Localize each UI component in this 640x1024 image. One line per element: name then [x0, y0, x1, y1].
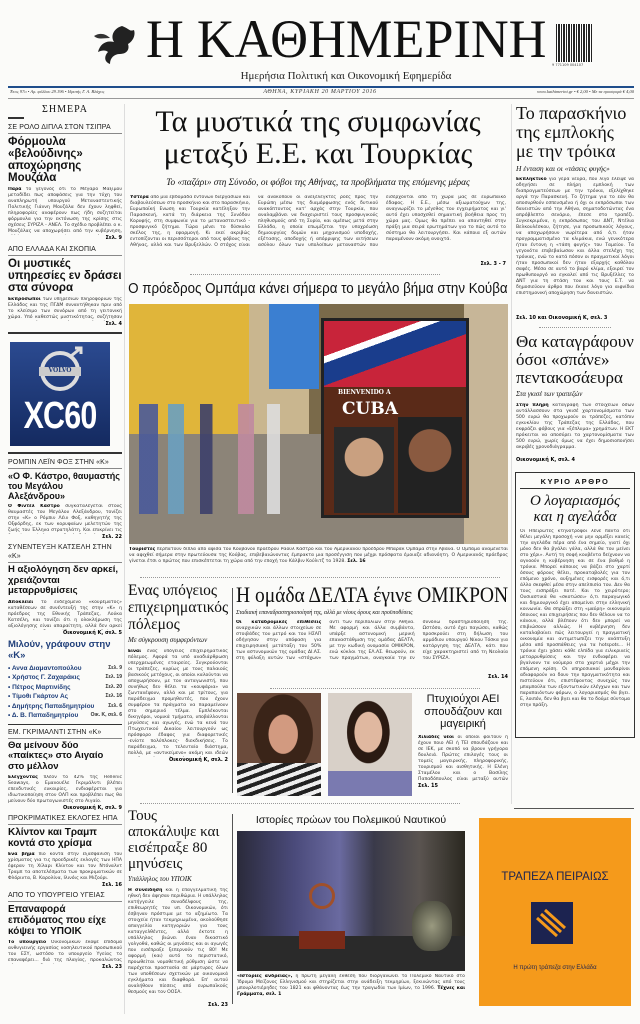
article-troika[interactable]	[515, 104, 635, 322]
subhead: Υπάλληλος του ΥΠΟΙΚ	[128, 875, 192, 883]
divider	[270, 688, 480, 689]
page-ref[interactable]: Σελ. 14	[488, 674, 508, 680]
page-ref[interactable]: Σελ. 22	[102, 534, 122, 540]
divider	[190, 274, 440, 275]
page-ref[interactable]: Οικονομική Κ, σελ. 5	[63, 629, 122, 636]
columnist-item[interactable]	[8, 664, 122, 674]
columnist-item[interactable]	[8, 673, 122, 683]
delta-body: Οι καταδρομικές επιθέσεις αναρχικών και άλλων στοιχείων σε στοιβάδες του μετρό και του ΗΣΑΠ οδήγησαν στην απόφαση για επιχειρησιακή μετάταξη του 50% των αστυνομικών της ομάδας ΔΙ.ΑΣ. στη φύλαξη αυτών των «στόχων» αντί των περιπολιών στην Αθήνα. Με αφορμή και άλλα συμβάντα, υπάρξε αστυνομική μερική επαναστάθμιση της ομάδας ΔΕΛΤΑ, με την κωδική ονομασία ΟΜΙΚΡΟΝ, ενώ κύκλοι της ΕΛ.ΑΣ. θεωρούν, εκ των πραγμάτων, αναγκαία την εν συνόλω δραστηριοποίησή της. Ωστόσο, αυτό έχει παγώσει, καθώς προσκρούει στη δήλωση του αρμόδιου υπουργού Νίκου Τόσκα για κατάργηση της ΔΕΛΤΑ, κάτι που είχε χαρακτηριστεί από τη Νεολαία του ΣΥΡΙΖΑ.	[236, 620, 508, 661]
article-body: Το υπουργείο Οικονομικών έκοψε επίδομα ανθυγιεινής εργασίας νοσηλευτικού προσωπικού του ΕΣΥ, ωστόσο το υπουργείο Υγείας το επαναφέρει... διά της πλαγίας, προκαλώντας	[8, 940, 122, 963]
volvo-model: XC60	[23, 395, 97, 437]
masthead-subtitle: Ημερήσια Πολιτική και Οικονομική Εφημερίδα	[240, 70, 452, 82]
subhead: Η ένταση και οι «τάσεις φυγής»	[516, 164, 610, 173]
article-mouzalas[interactable]	[8, 123, 122, 242]
headline[interactable]: Το παρασκήνιο της εμπλοκής με την τρόικα	[516, 103, 627, 161]
article-body: Εκπληκτικό για γερά νεύρα, που λίγο έλειψε να οδηγήσει σε πλήρη εμπλοκή των διαπραγματεύσεων με την τρόικα, εξελίχθηκε αργά την Παρασκευή. Το ζήτημα για το εάν θα αποσυρθούν εσπευσμένα ή όχι οι εκπρόσωποι των δανειστών από την Αθήνα, σηματοδοτώντας ένα απρόβλεπτο σενάριο, έπεσε στο τραπέζι. Συγκεκριμένα, η εκπρόσωπος του ΔΝΤ, Ντέλια Βελκουλέσκου, ζήτησε, για προσωπικούς λόγους, να αποχωρήσουν νωρίτερα από ό,τι ήταν προγραμματισμένο τα κλιμάκια, ενώ γενικότερα ήταν έντονη η «τάση φυγής» του Ταμείου. Τα γεγονότα επιβεβαίωσαν και άλλα στελέχη της τρόικας, ενώ το κατά πόσον οι πραγματικοί λόγοι ήταν προσωπικοί δεν ήταν εξαρχής καθόλου σαφές. Μέσα σε αυτό το βαρύ κλίμα, εξαιρεί τον πρωθυπουργό να εγκαλεί από τις Βρυξέλλες το ΔΝΤ για τη στάση του και τους Ε.Τ. να δημοσιεύουν άρθρο που έκανε λόγο για αιφνίδια επιστημονική αποχώρηση των δανειστών.	[516, 177, 634, 296]
editorial-box[interactable]	[515, 472, 635, 738]
piraeus-name: ΤΡΑΠΕΖΑ ΠΕΙΡΑΙΩΣ	[501, 871, 609, 883]
columnist-item[interactable]	[8, 702, 122, 712]
page-ref[interactable]: Σελ. 23	[102, 964, 122, 970]
kicker: ΠΡΟΚΡΙΜΑΤΙΚΕΣ ΕΚΛΟΓΕΣ ΗΠΑ	[8, 814, 122, 825]
headline[interactable]: «Ο Φ. Κάστρο, θαυμαστής του Μεγάλου Αλεξάνδρου»	[8, 471, 120, 501]
divider	[8, 332, 122, 334]
flags	[324, 321, 466, 387]
columnist-item[interactable]	[8, 711, 122, 721]
article-allowance[interactable]	[8, 891, 122, 971]
divider	[8, 724, 122, 725]
article-graduates[interactable]	[418, 693, 508, 790]
subhead: Με σύγκρουση συμφερόντων	[128, 636, 208, 644]
headline[interactable]: Επαναφορά επιδόματος που είχε κόψει το ΥΠΟΙΚ	[8, 904, 107, 937]
column-divider	[232, 588, 233, 793]
article-whistleblower[interactable]	[128, 808, 228, 1009]
divider	[140, 803, 460, 804]
piraeus-logo-icon	[531, 902, 573, 944]
obama-headline[interactable]: Ο πρόεδρος Ομπάμα κάνει σήμερα το μεγάλο βήμα στην Κούβα	[128, 281, 508, 297]
headline[interactable]: Ενας υπόγειος επιχειρηματικός πόλεμος	[128, 582, 229, 633]
navy-caption: «Ιστορίες ανδρείας», η πρώτη μεγάλη έκθεση που διοργανώνει το Πολεμικό Ναυτικό στο Ίδρυμα Μείζονος Ελληνισμού και στηρίζεται στην ανάδειξη τεκμηρίων, ξεκινώντας από τους μπουρλοτιέρηδες του 1821 και φθάνοντας έως την τραγωδία των Ιμίων, το 1996. Τέχνες και Γράμματα, σελ. 1	[237, 974, 465, 997]
page-ref[interactable]: Σελ. 23	[208, 1002, 228, 1008]
barcode-number: 9 771109 004107	[552, 63, 584, 67]
divider	[514, 808, 634, 809]
piraeus-ad[interactable]	[479, 818, 631, 1006]
columnist-item[interactable]	[8, 692, 122, 702]
article-castro[interactable]	[8, 458, 122, 541]
headline[interactable]: Ο λογαριασμός και η αγελάδα	[529, 493, 621, 525]
headline[interactable]: Θα μείνουν δύο «παίκτες» στο Αιγαίο στο μέλλον	[8, 739, 104, 772]
page-ref[interactable]: Σελ. 15	[418, 782, 438, 789]
article-500-euro[interactable]	[515, 333, 635, 464]
headline[interactable]: Πτυχιούχοι ΑΕΙ σπουδάζουν και μαγειρική	[424, 693, 502, 730]
ship-wheel	[309, 883, 335, 909]
price-info: www.kathimerini.gr • € 2,00 • Με τα προσφορά € 4,00	[537, 89, 634, 94]
kicker: ΑΠΟ ΤΟ ΥΠΟΥΡΓΕΙΟ ΥΓΕΙΑΣ	[8, 891, 122, 902]
columnist-name: • Αννα Διαμαντοπούλου	[8, 664, 82, 672]
delta-body-wrap	[236, 620, 508, 681]
columnist-page: Σελ. 19	[105, 674, 122, 680]
kicker: ΣΕ ΡΟΛΟ ΔΙΠΛΑ ΣΤΟΝ ΤΣΙΠΡΑ	[8, 123, 122, 134]
lead-subhead: Το «παζάρι» στη Σύνοδο, οι φόβοι της Αθήνας, τα προβλήματα της επόμενης μέρας	[166, 178, 470, 188]
striped-shirt	[237, 763, 321, 796]
editorial-body: Οι Ηπειρώτες κτηνοτρόφοι λένε πάντα ότι θέλει μεγάλη προσοχή «να μην αρμέξει κανείς την αγελάδα πέρα από ένα σημείο, γιατί όχι μόνο δεν θα βγάλει γάλα, αλλά θα του μείνει στο χέρι». Αυτή τη σοφή κουβέντα δείχνουν να αγνοούν η κυβέρνηση και σε ένα βαθμό η τρόικα. Μπορεί κάποιος να βάζει στο χαρτί όσους φόρους θέλει, προκαταβολές για τον επόμενο χρόνο, αυξημένες εισφορές και ό,τι άλλο σκεφθεί μέσα στην απελπισία του. Δεν θα τους εισπράξει ποτέ. Και το χειρότερο; Ουσιαστικά θα «σκοτώσει» ό,τι παραγωγικό και δημιουργικό έχει απομείνει στην ελληνική κοινωνία. Θα σπρώξει στη «μαύρη» οικονομία όποιους και επιχειρήσεις που δεν θέλουν να το κάνουν, αλλά βλέπουν ότι δεν μπορεί να επιβιώσουν αλλιώς. Η κυβέρνηση δεν καταλαβαίνει πώς λειτουργεί η πραγματική οικονομία και αντιμετωπίζει την ανάπτυξη μέσα από προσπάθειες για τα hotspots... Η τρόικα έχει χάσει κάθε ελπίδα για ειλικρινείς μεταρρυθμίσεις και την ενδιαφέρει να βγαίνουν τα νούμερα στα χαρτιά μέχρι την επόμενη κρίση. Οι υπηρεσιακοί μανδαρίνοι αδιαφορούν να δουν την πραγματικότητα και πιστεύουν ότι, επιστέφοντας συνεχώς τον μπαμπούλα των εξοντωτικών ελέγχων και των παραπαιόντων φόρων, ο λογαριασμός θα βγει. Ε, λοιπόν, δεν θα βγει και θα το δούμε σύντομα στην πράξη.	[520, 529, 630, 708]
barcode	[556, 24, 592, 62]
masthead	[0, 0, 640, 102]
page-ref[interactable]: Οικονομική Κ, σελ. 9	[63, 805, 122, 811]
subhead: Στα γκισέ των τραπεζών	[516, 390, 583, 398]
piraeus-slogan: Η πρώτη τράπεζα στην Ελλάδα	[513, 965, 597, 971]
columnists-list	[8, 664, 122, 721]
kicker: ΣΥΝΕΝΤΕΥΞΗ ΚΑΤΣΕΛΗ ΣΤΗΝ «Κ»	[8, 543, 122, 563]
article-body: Η συνείδηση και η επαγγελματική της ηθική δεν άφησαν περιθώρια. Η υπάλληλος κατήγγειλε συναδέλφους της, επιθεωρητές του υπ. Οικονομικών, ότι έσβηναν πρόστιμα με το αζημίωτο. Τα στοιχεία ήταν τεκμηριωμένα, ακολούθησε απαγγελία κατηγοριών για τους καταγγελθέντες, αλλά έκτοτε η υπάλληλος βιώνει έναν δικαστικό γολγοθά, καθώς οι μηνύσεις και οι αγωγές που εισέπραξε ξεπερνούν τις 80! Με αφορμή (και) αυτό το περιστατικό, προωθείται νομοθετική ρύθμιση ώστε να παρέχεται προστασία σε μάρτυρες όλων των υποθέσεων σχετικών με οικονομικά εγκλήματα και διαφθορά. Επ' αυτού αναλήθουν πίεσεις από ευρωπαϊκούς θεσμούς και τον ΟΟΣΑ.	[128, 888, 228, 995]
cuba-photo	[129, 304, 508, 544]
page-ref[interactable]: Οικονομική Κ, σελ. 4	[516, 457, 575, 463]
castro-portrait	[334, 427, 394, 513]
divider	[539, 327, 611, 328]
article-grimaldi[interactable]	[8, 728, 122, 813]
issue-info: Έτος 97ο • Αρ. φύλλου 29.196 • Ιδρυτής Γ. Α. Βλάχος	[10, 89, 105, 94]
masthead-bottom-rule	[8, 98, 634, 99]
lighthouse-lens	[412, 901, 452, 951]
article-secret-services[interactable]	[8, 245, 122, 334]
volvo-brand: VOLVO	[48, 367, 72, 374]
article-body: Είναι ένας υπόγειος επιχειρηματικός πόλεμος. Αφορά τα υπό αναδιάρθρωση υπερχρεωμένες εταιρείες. Συγκρούονται οι τράπεζες, κυρίως με τους παλαιούς βασικούς μετόχους, οι οποίοι καλούνται να αποχωρήσουν, με τον ανταγωνιστή, που συνήθως δεν θέλει τα «κουφάρια» να ζωντανέψουν, αλλά και με τρίτους, για παράδειγμα προμηθευτές, που έχουν συμφέρον τα πράγματα να παραμείνουν στο σημερινό τέλμα. Εμπλέκονται δικηγόροι, νομικά τμήματα, υποβάλλονται μηνύσεις και αγωγές, ενώ τα κενά του Πτωχευτικού Δικαίου λειτουργούν ως πρόσφορο έδαφος για διαφορετικές -ενίοτε πολύπλοκες- διεκδικήσεις. Το παράδειγμα, το τελευταίο διάστημα, πολλά, με «αντικείμενο» ακόμη και ιδεών	[128, 649, 228, 756]
column-divider	[232, 814, 233, 1004]
page-ref[interactable]: Σελ. 16	[102, 882, 122, 888]
headline[interactable]: Η αξιολόγηση δεν αρκεί, χρειάζονται μεταρρυθμίσεις	[8, 564, 119, 596]
cuba-caption: Τουρίστες περπατούν δίπλα από αφίσα του Κουβανού προέδρου Ραούλ Κάστρο και του Αμερικανού προέδρου Μπαράκ Ομπάμα στην Αβάνα. Ο Ομπάμα αναμένεται να αφιχθεί σήμερα στην πρωτεύουσα της Κούβας, επιβεβαιώνοντας έμπρακτα μια προσέγγιση που μέχρι πρόσφατα έμοιαζε αδιανόητη. Ο Αμερικανός πρόεδρος γίνεται έτσι ο πρώτος που επισκέπτεται τη χώρα από την εποχή του Κάλβιν Κούλιτζ το 1928. Σελ. 16	[129, 547, 508, 564]
page-ref[interactable]: Σελ. 9	[105, 235, 122, 241]
columnist-page: Σελ. 6	[108, 702, 122, 709]
divider	[140, 577, 500, 578]
section-title-today: ΣΗΜΕΡΑ	[42, 104, 88, 115]
issue-date: ΑΘΗΝΑ, ΚΥΡΙΑΚΗ 20 ΜΑΡΤΙΟΥ 2016	[263, 89, 377, 95]
student-photo-man	[328, 693, 412, 796]
poster-line2: CUBA	[342, 399, 398, 419]
page-ref[interactable]: Οικονομική Κ, σελ. 2	[169, 757, 228, 763]
article-body: Παρά το γεγονός ότι το Μέγαρο Μαξίμου μεταδίδει πως αποφάσεις για την τύχη του αναπληρωτή υπουργού Μεταναστευτικής Πολιτικής Γιάννη Μουζάλα δεν έχουν ληφθεί, πληροφορίες αναφέρουν πως ήδη συζητείται φόρμουλα για την εκτόνωση της κρίσης στις σχέσεις ΣΥΡΙΖΑ - ΑΝΕΛ. Το σχέδιο προβλέπει ο κ. Μουζάλας να αποχωρήσει από την κυβέρνηση,	[8, 187, 122, 234]
volvo-ad[interactable]	[10, 342, 110, 446]
article-body: Ο Φιντέλ Κάστρο συγκαταλέγεται στους θαυμαστές του Μεγάλου Αλεξάνδρου, τονίζει στην «Κ» ο Ρόμπιν Λέιν Φοξ, καθηγητής της Οξφόρδης, εκ των κορυφαίων μελετητών της ζωής του Έλληνα στρατηλάτη. Και επικρίνει τις	[8, 504, 122, 533]
article-body: Ελέγχοντας πλέον το 42% της Hellenic Seaways, ο Εμανουέλε Γκριμάλντι βλέπει επενδυτικές ευκαιρίες, ενδιαφέρεται για ιδιωτικοποίηση στον ΟΛΠ και προβλέπει πως θα μείνουν δύο πρωταγωνιστές στο Αιγαίο.	[8, 775, 122, 804]
column-divider	[511, 104, 512, 804]
navy-headline[interactable]: Ιστορίες πρώων του Πολεμικού Ναυτικού	[255, 814, 447, 826]
page-ref[interactable]: Σελ. 4	[105, 321, 122, 327]
lead-headline[interactable]: Τα μυστικά της συμφωνίας μεταξύ Ε.Ε. και Τουρκίας	[155, 105, 481, 170]
columnists-box	[8, 639, 122, 725]
poster-line1: BIENVENIDO A	[338, 389, 391, 396]
article-body: Ενα βήμα πιο κοντά στην εξασφάλιση του χρίσματος για τις προεδρικές εκλογές των ΗΠΑ έφεραν τη Χίλαρι Κλίντον και τον Ντόναλντ Τραμπ τα αποτελέσματα των προκριματικών σε Φλόριντα, Β. Καρολίνα, Ιλινόις και Μιζούρι.	[8, 852, 122, 881]
columnist-name: • Χρήστος Γ. Ζαχαράκις	[8, 674, 80, 681]
lead-body-wrap	[130, 195, 506, 268]
article-body: Αποκλείει το ενδεχόμενο «κουρέματος» καταθέσεων σε συνέντευξή της στην «Κ» η πρόεδρος της Εθνικής Τράπεζας, Λούκα Κατσέλη, και τονίζει ότι η ολοκλήρωση της αξιολόγησης είναι απαραίτητη, αλλά δεν αρκεί	[8, 599, 122, 629]
kicker: ΕΜ. ΓΚΡΙΜΑΛΝΤΙ ΣΤΗΝ «Κ»	[8, 728, 122, 739]
columnists-title: Μιλούν, γράφουν στην «Κ»	[8, 638, 111, 661]
headline[interactable]: Κλίντον και Τραμπ κοντά στο χρίσμα	[8, 827, 97, 849]
kicker: ΑΠΟ ΕΛΛΑΔΑ ΚΑΙ ΣΚΟΠΙΑ	[8, 245, 122, 256]
columnist-page: Σελ. 16	[105, 693, 122, 699]
griffin-icon	[92, 22, 140, 66]
wall	[464, 304, 508, 544]
navy-exhibition-photo	[237, 831, 465, 971]
tourists	[139, 404, 299, 514]
headline[interactable]: Θα καταγράφουν όσοι «σπάνε» πεντακοσάευρα	[516, 332, 634, 387]
article-body: Εκπρόσωποι των υπηρεσιών πληροφοριών της Ελλάδος και της ΠΓΔΜ συναντήθηκαν πριν από το κλείσιμο των συνόρων από τη γειτονική χώρα. Υπό καθεστώς μυστικότητας, συζήτησαν	[8, 297, 122, 320]
page-ref[interactable]: Σελ. 10 και Οικονομική Κ, σελ. 3	[516, 315, 608, 321]
article-body: Χιλιάδες νέοι οι οποίοι φοιτούν ή έχουν ποιο ΑΕΙ ή ΤΕΙ σπουδάζουν και σε ΙΕΚ, με σκοπό να βρουν γρήγορα δουλειά. Πρώτες επιλογές τους οι τομείς μαγειρικής, πληροφορικής, τουρισμού και αισθητικής. Η Ελένη Σταμέλου και ο Βασίλης Παπαδόπουλος είναι μεταξύ αυτών	[418, 734, 508, 782]
lead-body: Υστερα από μία εβδομάδα έντονων διεργασιών και διαβουλεύσεων στο προσκήνιο και στο παρασκήνιο, Ευρωπαϊκή Ενωση και Τουρκία κατέληξαν την Παρασκευή, κατά τη διάρκεια της Συνόδου Κορυφής, στη συμφωνία για το μεταναστευτικό - προσφυγικό ζήτημα. Τώρα μένει το δύσκολο σκέλος της, η εφαρμογή. Κι εκεί ακριβώς εντοπίζονται οι περισσότεροι από τους φόβους της Αθήνας, αλλά και των Βρυξελλών. Ο στόχος είναι να ανακοπούν οι ανεξέλεγκτες ροές προς την Ευρώπη μέσω της διαμόρφωσης ενός δυτικού ανακόπτοντος κατ' αρχάς στην Τουρκία, που αναλαμβάνει να διαχειριστεί τους προσφυγικούς πληθυσμούς από τη Συρία, και αμέσως μετά στην Ελλάδα, η οποία επωμίζεται την υποχρέωση δημιουργίας δομών και μηχανισμού υποδοχής, εξέτασης, αποδοχής ή απόρριψης των αιτήσεων ασύλου όλων των υπολοίπων μεταναστών που εισέρχονται από τη χώρα μας σε ευρωπαϊκό έδαφος. Η Ε.Ε., μέσω αξιωματούχων της, αναγνωρίζει το μέγεθος του εγχειρήματος και γι' αυτό έχει υποσχεθεί σημαντική βοήθεια προς τη χώρα μας. Ομως θα πρέπει να απαντηθεί στην πράξη μια σειρά ερωτημάτων για το πώς αυτό το σύστημα θα λειτουργήσει. Και κάποια εξ αυτών παραμένουν ακόμη ανοιχτά.	[130, 195, 506, 248]
headline[interactable]: Φόρμουλα «βελούδινης» αποχώρησης Μουζάλα	[8, 136, 83, 184]
editorial-label: ΚΥΡΙΟ ΑΡΘΡΟ	[520, 477, 630, 489]
article-katseli[interactable]	[8, 543, 122, 637]
columnist-name: • Δημήτρης Παπαδημητρίου	[8, 702, 95, 710]
shirt	[328, 771, 412, 796]
display-stand	[299, 931, 345, 949]
sky	[269, 304, 319, 389]
article-body: Στην πλήρη καταγραφή των στοιχείων όσων αντάλλασσουν στα γκισέ χαρτονομίσματα των 500 ευρώ θα προχωρούν οι τράπεζες, κατόπιν εγκυκλίου της Τράπεζας της Ελλάδος, που εκφράζει φόβους για «ξέπλυμα» χρημάτων. Η ΕΚΤ πρόκειται να αποσύρει τα χαρτονομίσματα των 500 ευρώ, χωρίς όμως να έχει δημοσιοποιήσει ακριβές χρονοδιάγραμμα.	[516, 403, 634, 450]
headline[interactable]: Οι μυστικές υπηρεσίες εν δράσει στα σύνορα	[8, 258, 122, 294]
masthead-title: Η ΚΑΘΗΜΕΡΙΝΗ	[146, 9, 547, 69]
delta-headline[interactable]: Η ομάδα ΔΕΛΤΑ έγινε ΟΜΙΚΡΟΝ	[236, 582, 509, 607]
cuba-poster	[321, 318, 469, 518]
obama-portrait	[398, 417, 462, 513]
student-photo-woman	[237, 693, 321, 796]
right-column	[515, 104, 635, 738]
columnist-page: Σελ. 9	[108, 664, 122, 671]
columnist-name: • Δ. Β. Παπαδημητρίου	[8, 712, 79, 719]
columnist-page: Σελ. 20	[105, 683, 122, 690]
divider	[8, 117, 24, 119]
columnist-name: • Πέτρος Μαρτινίδης	[8, 683, 71, 691]
headline[interactable]: Τους αποκάλυψε και εισέπραξε 80 μηνύσεις	[128, 808, 220, 872]
columnist-name: • Τίμοθι Γκάρτον Ας	[8, 693, 69, 700]
left-column	[8, 102, 122, 971]
delta-subhead: Σταδιακή επαναδραστηριοποίησή της, αλλά με νέους όρους και προϋποθέσεις	[236, 610, 413, 616]
article-underground[interactable]	[128, 582, 228, 764]
divider	[8, 452, 122, 454]
columnist-page: Οικ. Κ, σελ. 6	[90, 712, 122, 718]
kicker: ΡΟΜΠΙΝ ΛΕΪΝ ΦΟΞ ΣΤΗΝ «Κ»	[8, 458, 122, 469]
page-ref[interactable]: Σελ. 3 - 7	[480, 261, 506, 267]
article-clinton-trump[interactable]	[8, 814, 122, 889]
columnist-item[interactable]	[8, 683, 122, 693]
column-divider	[124, 104, 125, 1014]
